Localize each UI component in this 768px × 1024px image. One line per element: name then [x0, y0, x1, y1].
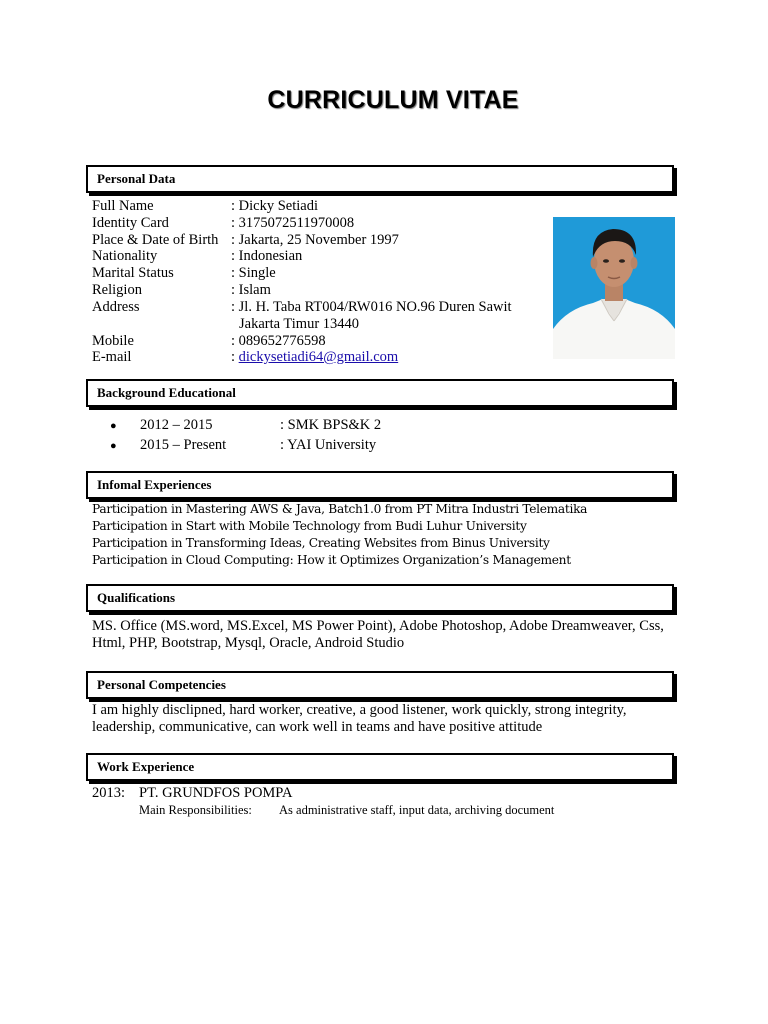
bullet: ●: [110, 439, 117, 452]
field-value: : Indonesian: [231, 248, 303, 264]
education-list: [110, 416, 381, 455]
personal-row-mobile: [92, 333, 326, 350]
section-header-competencies: Personal Competencies: [86, 671, 674, 699]
field-label: E-mail: [92, 349, 132, 365]
field-value: : Islam: [231, 282, 271, 298]
field-label: Marital Status: [92, 265, 174, 281]
education-years: 2012 – 2015: [140, 417, 213, 433]
informal-item: Participation in Cloud Computing: How it Optimizes Organization’s Management: [92, 553, 571, 567]
bullet: ●: [110, 420, 117, 432]
informal-item: Participation in Transforming Ideas, Creating Websites from Binus University: [92, 536, 550, 550]
section-header-qualifications: Qualifications: [86, 584, 674, 612]
personal-row-birth: [92, 232, 399, 249]
field-label: Religion: [92, 282, 142, 298]
field-value: : Single: [231, 265, 276, 281]
work-entry: [92, 785, 293, 802]
personal-row-identity-card: [92, 215, 354, 232]
field-value: : 3175072511970008: [231, 215, 355, 231]
field-value: : 089652776598: [231, 333, 326, 349]
section-header-personal-data: Personal Data: [86, 165, 674, 193]
work-responsibilities: [139, 802, 554, 818]
personal-row-marital-status: [92, 265, 276, 282]
list-item: [110, 416, 381, 436]
work-company: PT. GRUNDFOS POMPA: [139, 785, 293, 801]
field-label: Address: [92, 299, 140, 315]
field-label: Identity Card: [92, 215, 169, 231]
field-label: Full Name: [92, 198, 154, 214]
field-label: Place & Date of Birth: [92, 232, 219, 248]
work-year: 2013:: [92, 785, 126, 801]
competencies-text: I am highly disclipned, hard worker, creative, a good listener, work quickly, strong integrity, leadership, communicative, can work well in teams and have positive attitude: [92, 702, 627, 735]
email-prefix: :: [231, 349, 239, 365]
responsibilities-label: Main Responsibilities:: [139, 803, 252, 817]
field-value: : Jakarta, 25 November 1997: [231, 232, 399, 248]
informal-item: Participation in Start with Mobile Technology from Budi Luhur University: [92, 519, 527, 533]
education-school: : YAI University: [280, 436, 377, 453]
list-item: [110, 436, 381, 456]
page-title: CURRICULUM VITAE: [267, 86, 519, 114]
section-header-education: Background Educational: [86, 379, 674, 407]
informal-item: Participation in Mastering AWS & Java, Batch1.0 from PT Mitra Industri Telematika: [92, 502, 588, 516]
qualifications-text: MS. Office (MS.word, MS.Excel, MS Power Point), Adobe Photoshop, Adobe Dreamweaver, Css, Html, PHP, Bootstrap, Mysql, Oracle, Android Studio: [92, 618, 664, 651]
personal-row-email: [92, 349, 398, 366]
education-school: : SMK BPS&K 2: [280, 417, 382, 433]
personal-row-religion: [92, 282, 271, 299]
responsibilities-value: As administrative staff, input data, archiving document: [279, 803, 555, 817]
email-link[interactable]: dickysetiadi64@gmail.com: [238, 349, 399, 365]
personal-row-full-name: [92, 198, 318, 215]
profile-photo: [553, 217, 675, 359]
field-label: Nationality: [92, 248, 158, 264]
field-label: Mobile: [92, 333, 134, 349]
field-value: : Jl. H. Taba RT004/RW016 NO.96 Duren Sawit: [231, 299, 512, 315]
field-value: Jakarta Timur 13440: [239, 316, 360, 332]
section-header-work: Work Experience: [86, 753, 674, 781]
education-years: 2015 – Present: [140, 436, 227, 453]
personal-row-address-cont: [92, 316, 359, 333]
personal-row-address: [92, 299, 512, 316]
personal-row-nationality: [92, 248, 302, 265]
field-value: : Dicky Setiadi: [231, 198, 318, 214]
section-header-informal: Infomal Experiences: [86, 471, 674, 499]
